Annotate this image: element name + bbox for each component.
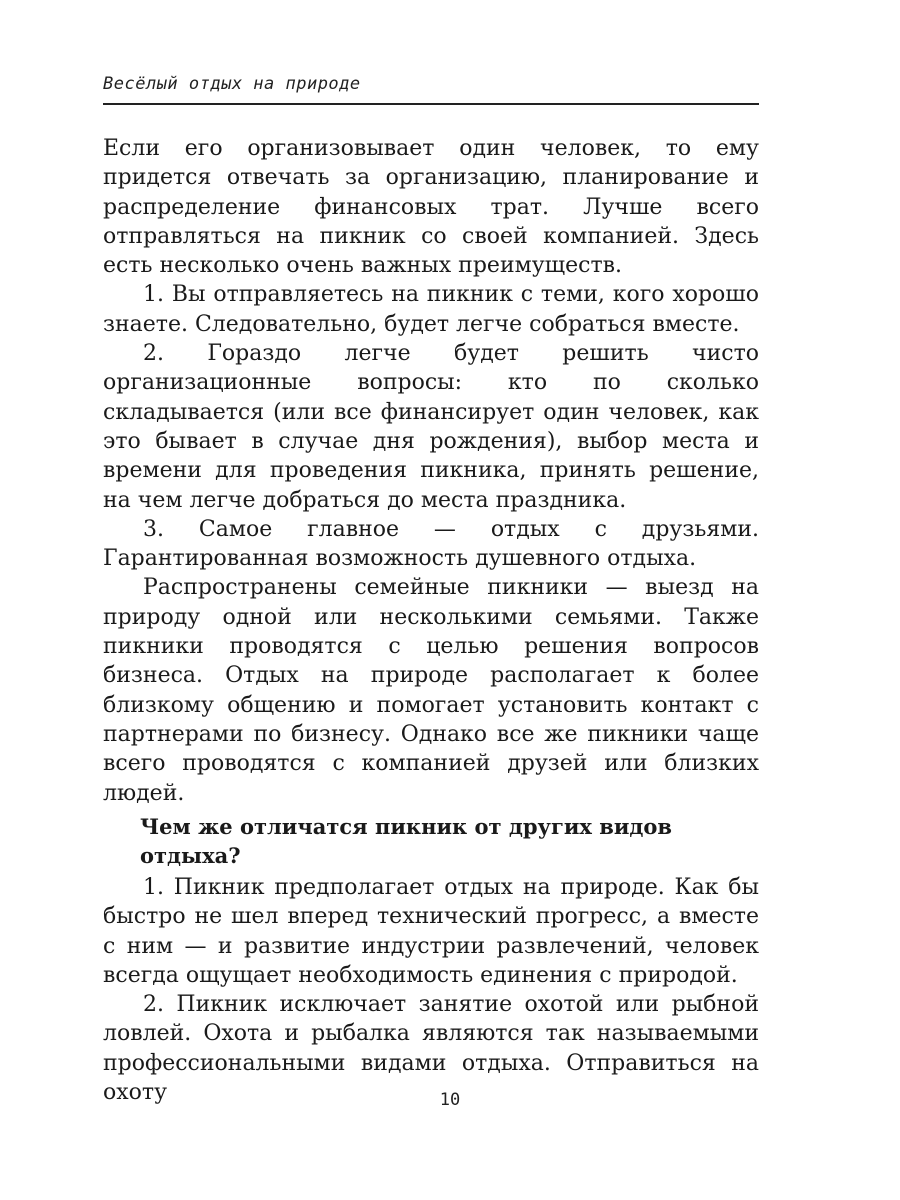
page-number: 10 (439, 1090, 461, 1110)
running-title: Весёлый отдых на природе (103, 74, 361, 94)
paragraph-family-picnics: Распространены семейные пикники — выезд на природу одной или несколькими семьями. Также пикники проводятся с целью решения вопросов бизнеса. Отдых на природе располагает к более близкому общению и помогает установить контакт с партнерами по бизнесу. Однако все же пикники чаще всего проводятся с компанией друзей или близких людей. (103, 575, 759, 806)
paragraph-intro: Если его организовывает один человек, то ему придется отвечать за организацию, планирование и распределение финансовых трат. Лучше всего отправляться на пикник со своей компанией. Здесь есть несколько очень важных преимуществ. (103, 136, 759, 279)
paragraph-point-2: 2. Гораздо легче будет решить чисто организационные вопросы: кто по сколько складывается (или все финансирует один человек, как это бывает в случае дня рождения), выбор места и времени для проведения пикника, принять решение, на чем легче добраться до места праздника. (103, 341, 759, 513)
paragraph-point-1: 1. Вы отправляетесь на пикник с теми, кого хорошо знаете. Следовательно, будет легче собраться вместе. (103, 282, 759, 337)
paragraph-point-3: 3. Самое главное — отдых с друзьями. Гарантированная возможность душевного отдыха. (103, 516, 759, 572)
header-rule (103, 103, 759, 105)
section-text (103, 873, 759, 1107)
section-paragraph-2: 2. Пикник исключает занятие охотой или рыбной ловлей. Охота и рыбалка являются так называемыми профессиональными видами отдыха. Отправиться на охоту (103, 992, 759, 1106)
section-paragraph-1: 1. Пикник предполагает отдых на природе. Как бы быстро не шел вперед технический прогресс, а вместе с ним — и развитие индустрии развлечений, человек всегда ощущает необходимость единения с природой. (103, 875, 759, 988)
main-text (103, 134, 759, 808)
section-heading: Чем же отличатся пикник от других видов отдыха? (140, 814, 672, 868)
